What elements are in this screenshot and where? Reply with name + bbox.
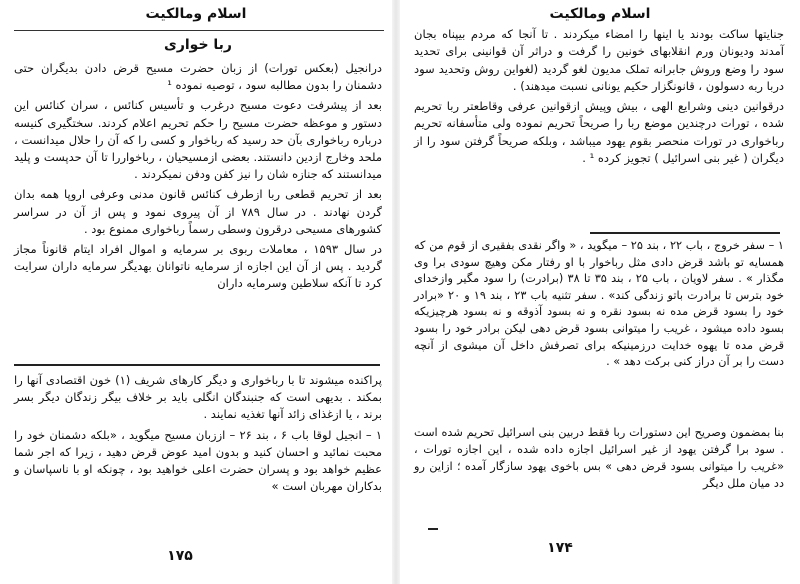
right-footnote-1: ۱ – سفر خروج ، باب ۲۲ ، بند ۲۵ – میگوید ، « واگر نقدی بفقیری از قوم من که همسایه تو باشد قرض دادی مثل رباخوار با او رفتار مکن وهیچ سودی برا وی مگذار » . سفر لاویان ، باب ۲۵ ، بند ۳۵ تا ۳۸ (برادرت) را سود مگیر وازخدای خود بترس تا برادرت باتو زندگی کند» . سفر تثنیه باب ۲۳ ، بند ۱۹ و ۲۰ «برادر خود را بسود قرض مده نه بسود نقره و نه بسود آذوقه و نه بسود هرچیزیکه بسود داده میشود ، غریب را میتوانی بسود قرض دهی لیکن برادر خود را بسود قرض مده تا یهوه خدایت درزمینیکه برای تصرفش داخل آن میشوی از آنچه دست را بر آن دراز کنی برکت دهد » . <box>414 239 785 369</box>
left-page <box>0 0 392 584</box>
right-page <box>400 0 800 584</box>
right-footnotes <box>414 238 784 374</box>
left-page-number: ۱۷۵ <box>167 548 193 564</box>
right-page-number: ۱۷۴ <box>547 540 573 556</box>
left-footnote-1: پراکنده میشوند تا با رباخواری و دیگر کارهای شریف (۱) خون اقتصادی آنها را بمکند . بدیهی است که جنبندگان انگلی باید بر خلاف بیگر زندگان دیگر بسر برند ، یا ازغذای زائد آنها تغذیه نمایند . <box>14 373 382 421</box>
left-footnote-2: ۱ – انجیل لوقا باب ۶ ، بند ۲۶ – اززبان مسیح میگوید ، «بلکه دشمنان خود را محبت نمائید و احسان کنید و بدون امید عوض قرض دهید ، زیرا که اجر شما عظیم خواهد بود و پسران حضرت اعلی خواهید بود ، چونکه او با ناسپاسان و بدکاران مهربان است » <box>14 428 382 493</box>
left-footnote-rule <box>14 364 380 366</box>
left-header-rule <box>14 30 384 31</box>
right-paragraph-2: درقوانین دینی وشرایع الهی ، بیش وپیش ازقوانین عرفی وقاطعتر ربا تحریم شده ، تورات درچندین موضع ربا را صریحاً تحریم نموده ولی متأسفانه تحریم رباخواری در تورات منحصر بقوم یهود میباشد ، وبلکه صریحاً گرفتن سود را از دیگران ( غیر بنی اسرائیل ) تجویز کرده ¹ . <box>414 99 784 166</box>
left-footnotes <box>14 372 382 499</box>
left-running-header: اسلام ومالکیت <box>145 6 247 22</box>
right-footnote-2: بنا بمضمون وصریح این دستورات ربا فقط دربین بنی اسرائیل تحریم شده است . سود برا گرفتن یهود از غیر اسرائیل اجازه داده شده ، این اجازه تورات ، «غریب را میتوانی بسود قرض دهی » بس باخوی یهود سازگار آمده ؛ ازاین رو دد میان ملل دیگر <box>414 426 784 490</box>
right-main-text <box>414 26 784 170</box>
right-paragraph-1: جنایتها ساکت بودند یا اینها را امضاء میکردند . تا آنجا که مردم بیپناه بجان آمدند ودیونان ورم انقلابهای خونین را گرفت و دراثر آن قوانینی برای تحدید سود را وضع وروش جابرانه تملک مدیون لغو گردید (لغواین روش وتحدید سود دربا ربه دسولون ، قانونگزار حکیم یونانی نسبت میدهند) . <box>414 27 784 93</box>
continuation-dash <box>428 528 438 530</box>
left-paragraph-4: در سال ۱۵۹۳ ، معاملات ربوی بر سرمایه و اموال افراد ایتام قانوناً مجاز گردید . پس از آن این اجازه از سرمایه ناتوانان بهدیگر سرمایه داران سرایت کرد تا آنکه سلاطین وسرمایه داران <box>14 242 383 291</box>
right-footnote-rule <box>590 232 780 234</box>
right-footnotes-continued <box>414 424 784 492</box>
left-paragraph-3: بعد از تحریم قطعی ربا ازطرف کنائس قانون مدنی وعرفی اروپا همه بدان گردن نهادند . در سال ۷۸۹ از آن پیروی نمود و پس از آن در سراسر کشورهای مسیحی درقرون وسطی رسماً رباخواری ممنوع بود . <box>14 187 383 236</box>
book-gutter <box>392 0 400 584</box>
left-main-text <box>14 36 382 296</box>
right-running-header: اسلام ومالکیت <box>549 6 651 22</box>
left-paragraph-1: درانجیل (بعکس تورات) از زبان حضرت مسیح قرض دادن بدیگران حتی دشمنان را بدون مطالبه سود ، توصیه نموده ¹ <box>14 61 382 93</box>
left-paragraph-2: بعد از پیشرفت دعوت مسیح درغرب و تأسیس کنائس ، سران کنائس این دستور و موعظه حضرت مسیح را حکم تحریم اعلام کردند. سختگیری کنیسه درباره رباخواری بآن حد رسید که رباخوار و کسی را که آن را حلال میدانست ، ملحد وخارج ازدین دانستند. بعضی ازمسیحیان ، رباخواررا تا آن حدپست و پلید میدانستند که جنازه شان را نیز کفن ودفن نمیکردند . <box>14 98 382 182</box>
left-section-title: ربا خواری <box>163 37 232 53</box>
